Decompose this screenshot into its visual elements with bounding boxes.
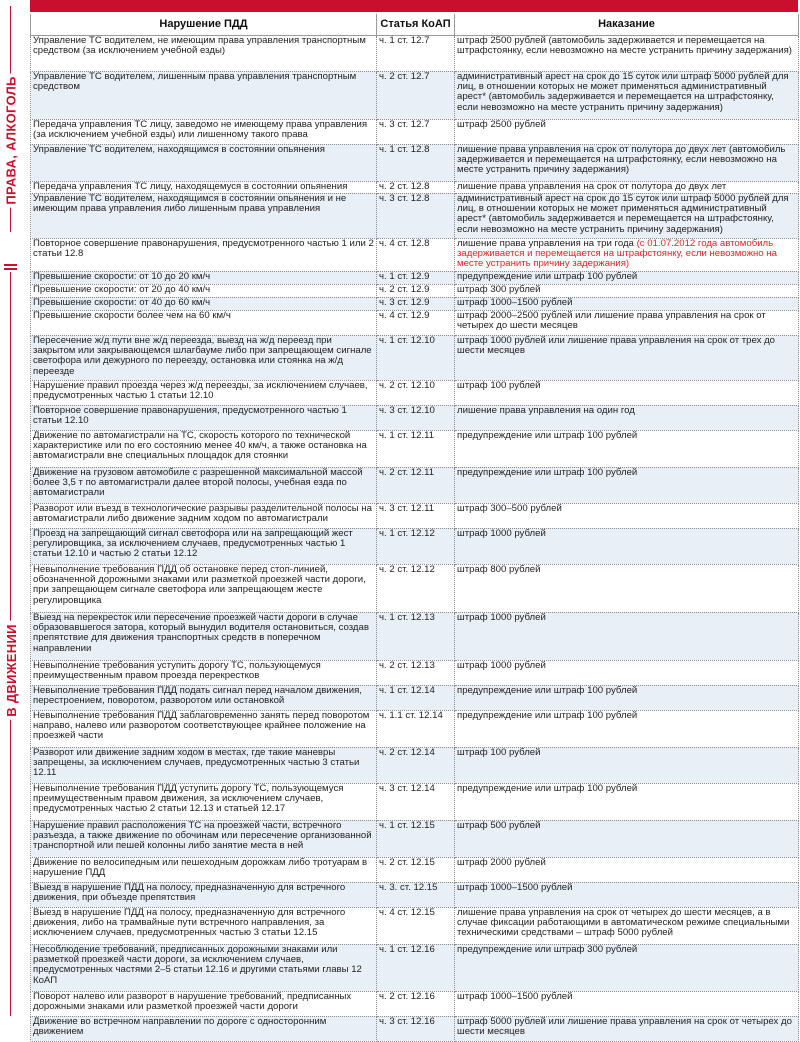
violation-cell: Невыполнение требования уступить дорогу ТС, пользующемуся преимущественным правом проезда перекрестков bbox=[31, 660, 377, 685]
article-cell: ч. 4 ст. 12.15 bbox=[377, 907, 455, 944]
table-header bbox=[31, 14, 799, 35]
table-row bbox=[31, 271, 799, 284]
violation-cell: Пересечение ж/д пути вне ж/д переезда, выезд на ж/д переезд при закрытом или закрывающемся шлагбауме либо при запрещающем сигнале светофора или дежурного по переезду, остановка или стоянка на ж/д переезде bbox=[31, 335, 377, 380]
article-cell: ч. 1 ст. 12.11 bbox=[377, 430, 455, 467]
table-row bbox=[31, 564, 799, 612]
table-row bbox=[31, 238, 799, 271]
penalty-note-red: (с 01.07.2012 года автомобиль задерживается и перемещается на штрафстоянку, если невозможно на месте устранить причину задержания) bbox=[457, 237, 777, 270]
violation-cell: Невыполнение требования ПДД заблаговременно занять перед поворотом направо, налево или разворотом соответствующее крайнее положение на проезжей части bbox=[31, 710, 377, 747]
penalty-cell: предупреждение или штраф 100 рублей bbox=[455, 783, 799, 820]
article-cell: ч. 1 ст. 12.14 bbox=[377, 685, 455, 710]
penalty-cell: штраф 300 рублей bbox=[455, 284, 799, 297]
penalty-cell: предупреждение или штраф 100 рублей bbox=[455, 467, 799, 503]
penalty-cell: штраф 2000–2500 рублей или лишение права управления на срок от четырех до шести месяцев bbox=[455, 310, 799, 335]
article-cell: ч. 3 ст. 12.11 bbox=[377, 503, 455, 528]
article-cell: ч. 3 ст. 12.9 bbox=[377, 297, 455, 310]
violation-cell: Разворот или въезд в технологические разрывы разделительной полосы на автомагистрали либо движение задним ходом по автомагистрали bbox=[31, 503, 377, 528]
penalty-cell: лишение права управления на срок от четырех до шести месяцев, а в случае фиксации работающими в автоматическом режиме специальными техническими средствами – штраф 5000 рублей bbox=[455, 907, 799, 944]
penalty-cell: предупреждение или штраф 300 рублей bbox=[455, 944, 799, 991]
violation-cell: Выезд в нарушение ПДД на полосу, предназначенную для встречного движения, при объезде препятствия bbox=[31, 882, 377, 907]
penalty-text: лишение права управления на три года bbox=[457, 237, 634, 249]
penalty-cell: предупреждение или штраф 100 рублей bbox=[455, 430, 799, 467]
section-label-rights bbox=[0, 40, 22, 240]
violation-cell: Управление ТС водителем, лишенным права управления транспортным средством bbox=[31, 71, 377, 119]
penalty-cell: штраф 100 рублей bbox=[455, 380, 799, 405]
table-row bbox=[31, 335, 799, 380]
penalty-cell: штраф 1000 рублей bbox=[455, 660, 799, 685]
article-cell: ч. 3 ст. 12.8 bbox=[377, 193, 455, 238]
table-row bbox=[31, 747, 799, 783]
table-row bbox=[31, 1016, 799, 1041]
table-row bbox=[31, 907, 799, 944]
violation-cell: Превышение скорости более чем на 60 км/ч bbox=[31, 310, 377, 335]
penalty-cell: предупреждение или штраф 100 рублей bbox=[455, 271, 799, 284]
article-cell: ч. 1 ст. 12.16 bbox=[377, 944, 455, 991]
table-row bbox=[31, 685, 799, 710]
penalty-cell: штраф 1000 рублей или лишение права управления на срок от трех до шести месяцев bbox=[455, 335, 799, 380]
table-row bbox=[31, 119, 799, 144]
penalty-cell: штраф 2500 рублей bbox=[455, 119, 799, 144]
table-row bbox=[31, 71, 799, 119]
table-row bbox=[31, 710, 799, 747]
table-row bbox=[31, 857, 799, 882]
violation-cell: Выезд в нарушение ПДД на полосу, предназначенную для встречного движения, либо на трамвайные пути встречного направления, за исключением случаев, предусмотренных частью 3 статьи 12.15 bbox=[31, 907, 377, 944]
section-label-rights-text: ПРАВА, АЛКОГОЛЬ bbox=[4, 73, 19, 207]
penalty-cell: штраф 1000–1500 рублей bbox=[455, 882, 799, 907]
article-cell: ч. 3. ст. 12.15 bbox=[377, 882, 455, 907]
table-row bbox=[31, 35, 799, 71]
penalty-cell: административный арест на срок до 15 суток или штраф 5000 рублей для лиц, в отношении которых не может применяться административный арест* (автомобиль задерживается и перемещается на штрафстоянку, если невозможно на месте устранить причину задержания) bbox=[455, 71, 799, 119]
article-cell: ч. 4 ст. 12.8 bbox=[377, 238, 455, 271]
table-row bbox=[31, 528, 799, 564]
violation-cell: Превышение скорости: от 20 до 40 км/ч bbox=[31, 284, 377, 297]
table-row bbox=[31, 297, 799, 310]
table-row bbox=[31, 467, 799, 503]
penalty-cell bbox=[455, 238, 799, 271]
article-cell: ч. 1.1 ст. 12.14 bbox=[377, 710, 455, 747]
article-cell: ч. 1 ст. 12.15 bbox=[377, 820, 455, 857]
violation-cell: Невыполнение требования ПДД подать сигнал перед началом движения, перестроением, поворотом, разворотом или остановкой bbox=[31, 685, 377, 710]
header-penalty: Наказание bbox=[455, 14, 799, 35]
article-cell: ч. 2 ст. 12.13 bbox=[377, 660, 455, 685]
article-cell: ч. 3 ст. 12.10 bbox=[377, 405, 455, 430]
penalty-cell: штраф 1000 рублей bbox=[455, 528, 799, 564]
table-row bbox=[31, 430, 799, 467]
violation-cell: Управление ТС водителем, не имеющим права управления транспортным средством (за исключением учебной езды) bbox=[31, 35, 377, 71]
violation-cell: Управление ТС водителем, находящимся в состоянии опьянения bbox=[31, 144, 377, 181]
violation-cell: Превышение скорости: от 10 до 20 км/ч bbox=[31, 271, 377, 284]
violation-cell: Передача управления ТС лицу, заведомо не имеющему права управления (за исключением учебной езды) или лишенному такого права bbox=[31, 119, 377, 144]
section-label-driving bbox=[0, 580, 22, 760]
table-row bbox=[31, 660, 799, 685]
article-cell: ч. 2 ст. 12.15 bbox=[377, 857, 455, 882]
violation-cell: Повторное совершение правонарушения, предусмотренного частью 1 или 2 статьи 12.8 bbox=[31, 238, 377, 271]
article-cell: ч. 3 ст. 12.16 bbox=[377, 1016, 455, 1041]
article-cell: ч. 2 ст. 12.9 bbox=[377, 284, 455, 297]
violation-cell: Движение по велосипедным или пешеходным дорожкам либо тротуарам в нарушение ПДД bbox=[31, 857, 377, 882]
violation-cell: Управление ТС водителем, находящимся в состоянии опьянения и не имеющим права управления либо лишенным права управления bbox=[31, 193, 377, 238]
violation-cell: Поворот налево или разворот в нарушение требований, предписанных дорожными знаками или разметкой проезжей части дороги bbox=[31, 991, 377, 1016]
penalty-cell: штраф 500 рублей bbox=[455, 820, 799, 857]
article-cell: ч. 3 ст. 12.14 bbox=[377, 783, 455, 820]
penalty-cell: штраф 300–500 рублей bbox=[455, 503, 799, 528]
penalty-cell: лишение права управления на срок от полутора до двух лет bbox=[455, 181, 799, 193]
header-violation: Нарушение ПДД bbox=[31, 14, 377, 35]
top-accent-bar bbox=[30, 0, 798, 12]
violation-cell: Повторное совершение правонарушения, предусмотренного частью 1 статьи 12.10 bbox=[31, 405, 377, 430]
article-cell: ч. 1 ст. 12.12 bbox=[377, 528, 455, 564]
violation-cell: Передача управления ТС лицу, находящемуся в состоянии опьянения bbox=[31, 181, 377, 193]
article-cell: ч. 2 ст. 12.14 bbox=[377, 747, 455, 783]
penalty-cell: штраф 1000–1500 рублей bbox=[455, 991, 799, 1016]
table-row bbox=[31, 820, 799, 857]
penalty-cell: лишение права управления на срок от полутора до двух лет (автомобиль задерживается и перемещается на штрафстоянку, если невозможно на месте устранить причину задержания) bbox=[455, 144, 799, 181]
violation-cell: Выезд на перекресток или пересечение проезжей части дороги в случае образовавшегося затора, который вынудил водителя остановиться, создав препятствие для движения транспортных средств в поперечном направлении bbox=[31, 612, 377, 660]
article-cell: ч. 2 ст. 12.10 bbox=[377, 380, 455, 405]
penalty-cell: лишение права управления на один год bbox=[455, 405, 799, 430]
sidebar-divider bbox=[4, 268, 17, 270]
penalty-cell: штраф 5000 рублей или лишение права управления на срок от четырех до шести месяцев bbox=[455, 1016, 799, 1041]
article-cell: ч. 2 ст. 12.11 bbox=[377, 467, 455, 503]
violation-cell: Движение по автомагистрали на ТС, скорость которого по технической характеристике или по его состоянию менее 40 км/ч, а также остановка на автомагистрали вне специальных площадок для стоянки bbox=[31, 430, 377, 467]
violation-cell: Нарушение правил проезда через ж/д переезды, за исключением случаев, предусмотренных частью 1 статьи 12.10 bbox=[31, 380, 377, 405]
violation-cell: Движение на грузовом автомобиле с разрешенной максимальной массой более 3,5 т по автомагистрали далее второй полосы, учебная езда по автомагистрали bbox=[31, 467, 377, 503]
table-row bbox=[31, 284, 799, 297]
table-row bbox=[31, 612, 799, 660]
table-row bbox=[31, 783, 799, 820]
article-cell: ч. 1 ст. 12.10 bbox=[377, 335, 455, 380]
violation-cell: Разворот или движение задним ходом в местах, где такие маневры запрещены, за исключением случаев, предусмотренных частью 3 статьи 12.11 bbox=[31, 747, 377, 783]
article-cell: ч. 1 ст. 12.9 bbox=[377, 271, 455, 284]
violation-cell: Нарушение правил расположения ТС на проезжей части, встречного разъезда, а также движение по обочинам или пересечение организованной транспортной или пешей колонны либо занятие места в ней bbox=[31, 820, 377, 857]
article-cell: ч. 3 ст. 12.7 bbox=[377, 119, 455, 144]
table-row bbox=[31, 181, 799, 193]
article-cell: ч. 2 ст. 12.16 bbox=[377, 991, 455, 1016]
article-cell: ч. 4 ст. 12.9 bbox=[377, 310, 455, 335]
penalty-cell: штраф 2000 рублей bbox=[455, 857, 799, 882]
table-row bbox=[31, 380, 799, 405]
table-row bbox=[31, 944, 799, 991]
header-article: Статья КоАП bbox=[377, 14, 455, 35]
article-cell: ч. 1 ст. 12.8 bbox=[377, 144, 455, 181]
violation-cell: Невыполнение требования ПДД уступить дорогу ТС, пользующемуся преимущественным правом движения, за исключением случаев, предусмотренных частью 2 статьи 12.13 и статьей 12.17 bbox=[31, 783, 377, 820]
article-cell: ч. 1 ст. 12.13 bbox=[377, 612, 455, 660]
violation-cell: Превышение скорости: от 40 до 60 км/ч bbox=[31, 297, 377, 310]
table-row bbox=[31, 882, 799, 907]
penalty-cell: штраф 2500 рублей (автомобиль задерживается и перемещается на штрафстоянку, если невозможно на месте устранить причину задержания) bbox=[455, 35, 799, 71]
violation-cell: Движение во встречном направлении по дороге с односторонним движением bbox=[31, 1016, 377, 1041]
table-row bbox=[31, 193, 799, 238]
sidebar-divider bbox=[4, 264, 17, 266]
sidebar bbox=[0, 0, 22, 1020]
article-cell: ч. 1 ст. 12.7 bbox=[377, 35, 455, 71]
table-row bbox=[31, 991, 799, 1016]
table-row bbox=[31, 503, 799, 528]
penalty-cell: штраф 1000 рублей bbox=[455, 612, 799, 660]
article-cell: ч. 2 ст. 12.8 bbox=[377, 181, 455, 193]
penalty-cell: административный арест на срок до 15 суток или штраф 5000 рублей для лиц, в отношении которых не может применяться административный арест* (автомобиль задерживается и перемещается на штрафстоянку, если невозможно на месте устранить причину задержания) bbox=[455, 193, 799, 238]
penalty-cell: штраф 100 рублей bbox=[455, 747, 799, 783]
article-cell: ч. 2 ст. 12.7 bbox=[377, 71, 455, 119]
penalty-cell: предупреждение или штраф 100 рублей bbox=[455, 710, 799, 747]
table-row bbox=[31, 405, 799, 430]
section-label-driving-text: В ДВИЖЕНИИ bbox=[4, 621, 19, 720]
penalty-cell: штраф 800 рублей bbox=[455, 564, 799, 612]
penalty-cell: штраф 1000–1500 рублей bbox=[455, 297, 799, 310]
violation-cell: Проезд на запрещающий сигнал светофора или на запрещающий жест регулировщика, за исключением случаев, предусмотренных частью 1 статьи 12.10 и частью 2 статьи 12.12 bbox=[31, 528, 377, 564]
violation-cell: Несоблюдение требований, предписанных дорожными знаками или разметкой проезжей части дороги, за исключением случаев, предусмотренных частями 2–5 статьи 12.16 и другими статьями главы 12 КоАП bbox=[31, 944, 377, 991]
violations-table bbox=[30, 14, 799, 1042]
article-cell: ч. 2 ст. 12.12 bbox=[377, 564, 455, 612]
violation-cell: Невыполнение требования ПДД об остановке перед стоп-линией, обозначенной дорожными знаками или разметкой проезжей части дороги, при запрещающем сигнале светофора или запрещающем жесте регулировщика bbox=[31, 564, 377, 612]
penalty-cell: предупреждение или штраф 100 рублей bbox=[455, 685, 799, 710]
table-row bbox=[31, 310, 799, 335]
table-row bbox=[31, 144, 799, 181]
